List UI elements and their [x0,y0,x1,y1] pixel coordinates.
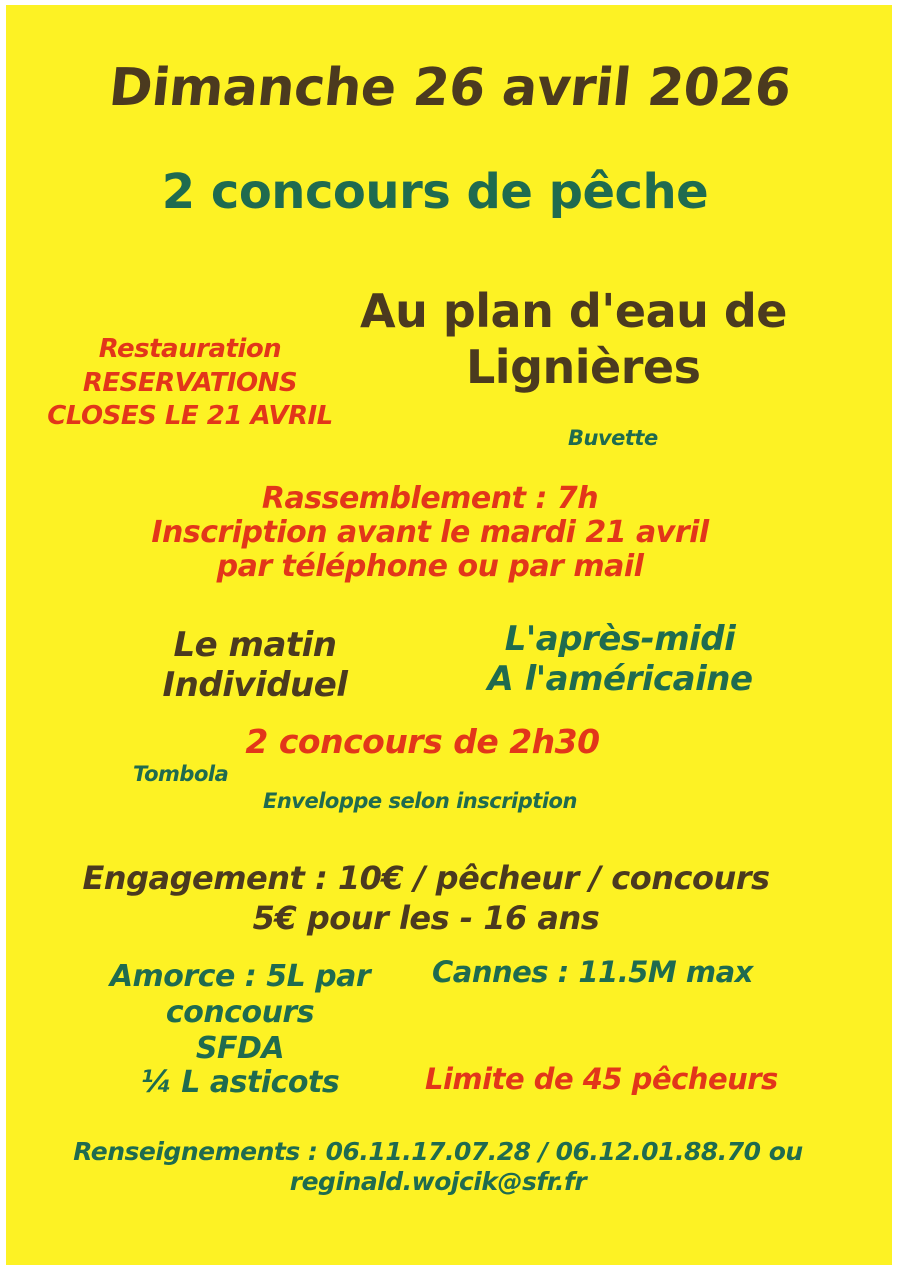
tombola-label: Tombola [133,762,229,786]
inscription-method: par téléphone ou par mail [216,549,644,584]
event-title: 2 concours de pêche [161,164,709,220]
amorce-line-3: SFDA [195,1031,285,1066]
engagement-youth-price: 5€ pour les - 16 ans [252,899,600,937]
participant-limit: Limite de 45 pêcheurs [425,1062,778,1096]
contact-phones: Renseignements : 06.11.17.07.28 / 06.12.01.88.70 ou [73,1137,803,1166]
afternoon-format: A l'américaine [487,659,753,699]
venue-line-1: Au plan d'eau de [360,284,788,338]
rassemblement-time: Rassemblement : 7h [261,481,599,516]
inscription-deadline: Inscription avant le mardi 21 avril [151,515,709,550]
restauration-label: Restauration [98,334,282,364]
enveloppe-label: Enveloppe selon inscription [263,789,577,813]
morning-label: Le matin [173,625,337,665]
afternoon-label: L'après-midi [504,619,736,659]
reservations-closed-label: CLOSES LE 21 AVRIL [47,401,333,431]
cannes-limit: Cannes : 11.5M max [432,955,753,989]
morning-format: Individuel [162,665,348,705]
amorce-line-1: Amorce : 5L par [109,959,371,994]
engagement-price: Engagement : 10€ / pêcheur / concours [82,859,770,897]
amorce-line-4: ¼ L asticots [140,1065,340,1100]
event-date: Dimanche 26 avril 2026 [106,58,794,118]
reservations-label: RESERVATIONS [82,368,298,398]
amorce-line-2: concours [165,995,315,1030]
buvette-label: Buvette [568,426,658,450]
venue-line-2: Lignières [466,340,701,394]
contact-email: reginald.wojcik@sfr.fr [289,1167,587,1196]
concours-duration: 2 concours de 2h30 [245,722,600,761]
